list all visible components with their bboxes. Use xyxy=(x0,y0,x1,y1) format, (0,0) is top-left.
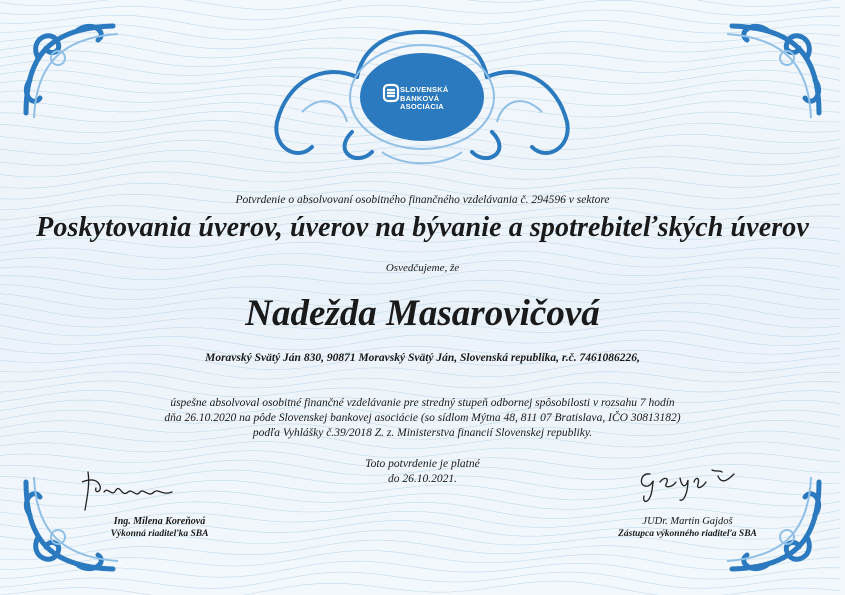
signatory-right-role: Zástupca výkonného riaditeľa SBA xyxy=(618,529,757,539)
certificate-title: Poskytovania úverov, úverov na bývanie a spotrebiteľských úverov xyxy=(36,212,809,243)
body-line-3: podľa Vyhlášky č.39/2018 Z. z. Ministerstva financií Slovenskej republiky. xyxy=(252,427,593,439)
corner-ornament-top-right xyxy=(717,18,827,128)
signatory-left-name: Ing. Milena Koreňová xyxy=(113,516,206,527)
body-line-1: úspešne absolvoval osobitné finančné vzdelávanie pre stredný stupeň odbornej spôsobilosti v rozsahu 7 hodín xyxy=(170,397,675,409)
logo-wordmark xyxy=(400,86,448,112)
logo-line-2: BANKOVÁ xyxy=(400,93,440,103)
recipient-name: Nadežda Masarovičová xyxy=(245,293,600,334)
guilloche-line xyxy=(0,442,840,459)
certificate-intro: Potvrdenie o absolvovaní osobitného finančného vzdelávania č. 294596 v sektore xyxy=(235,194,610,206)
logo-line-1: SLOVENSKÁ xyxy=(400,85,449,94)
guilloche-line xyxy=(0,0,840,10)
guilloche-line xyxy=(0,0,840,20)
guilloche-line xyxy=(0,372,840,388)
signature-right xyxy=(636,460,746,508)
signature-left xyxy=(82,468,182,512)
corner-ornament-top-left xyxy=(18,18,128,128)
body-line-2: dňa 26.10.2020 na pôde Slovenskej bankovej asociácie (so sídlom Mýtna 48, 811 07 Bratislava, IČO 30813182) xyxy=(164,412,681,424)
guilloche-line xyxy=(0,242,840,259)
logo-line-3: ASOCIÁCIA xyxy=(400,102,444,111)
certify-text: Osvedčujeme, že xyxy=(385,262,460,274)
signatory-left-role: Výkonná riaditeľka SBA xyxy=(110,529,209,539)
validity-line-1: Toto potvrdenie je platné xyxy=(365,458,480,470)
validity-line-2: do 26.10.2021. xyxy=(388,473,457,485)
signatory-right-name: JUDr. Martin Gajdoš xyxy=(642,516,733,527)
recipient-address: Moravský Svätý Ján 830, 90871 Moravský Svätý Ján, Slovenská republika, r.č. 7461086226, xyxy=(205,352,640,364)
